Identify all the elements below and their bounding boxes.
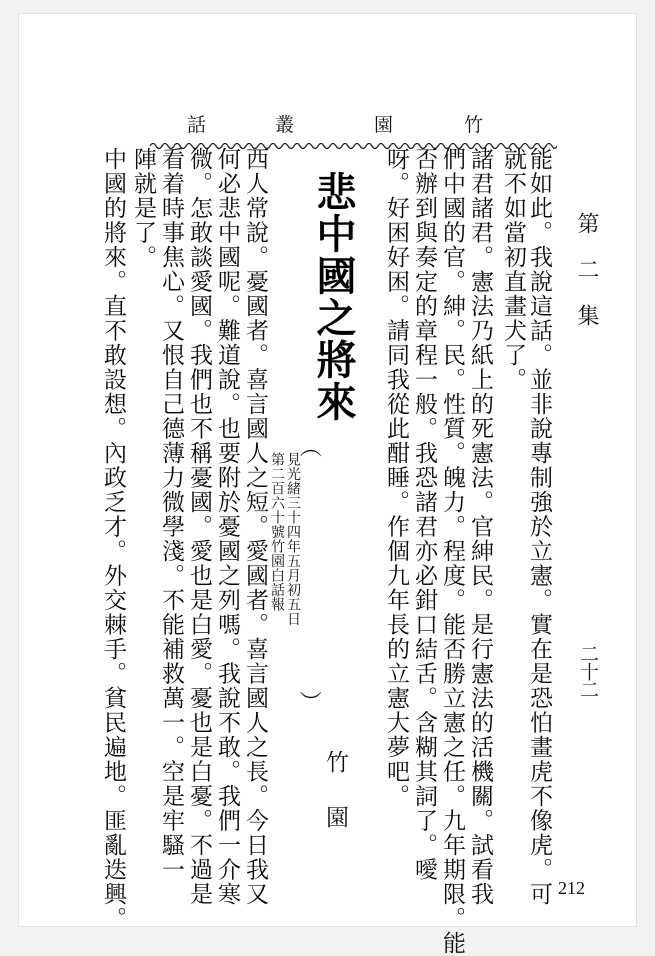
header-char-cong: 叢 <box>275 114 295 136</box>
text-column: 西人常說。憂國者。喜言國人之短。愛國者。喜言國人之長。今日我又 <box>242 147 268 907</box>
note-open-paren: （ <box>296 435 322 458</box>
book-page <box>19 14 636 956</box>
text-column: 陣就是了。 <box>130 147 156 270</box>
header-char-yuan: 園 <box>374 114 394 136</box>
article-source-note: 見光緒三十四年五月初五日 <box>285 452 301 626</box>
text-column: 否辦到與奏定的章程一般。我恐諸君亦必鉗口結舌。含糊其詞了。噯 <box>411 147 437 882</box>
text-column: 諸君諸君。憲法乃紙上的死憲法。官紳民。是行憲法的活機關。試看我 <box>467 147 493 907</box>
chapter-page-label: 二十二 <box>577 644 599 698</box>
running-header <box>19 110 636 138</box>
text-column: 就不如當初直畫犬了。 <box>500 147 526 392</box>
text-column: 能如此。我說這話。並非說專制強於立憲。實在是恐怕畫虎不像虎。可 <box>526 147 552 907</box>
text-column: 微。怎敢談愛國。我們也不稱憂國。愛也是白愛。憂也是白憂。不過是 <box>186 147 212 907</box>
article-title: 悲中國之將來 <box>310 171 357 423</box>
text-column: 呀。好困好困。請同我從此酣睡。作個九年長的立憲大夢吧。 <box>383 147 409 809</box>
article-source-note: 第二百六十號竹園白話報 <box>269 452 285 612</box>
text-column: 何必悲中國呢。難道說。也要附於憂國之列嗎。我說不敢。我們一介寒 <box>214 147 240 907</box>
header-char-hua: 話 <box>187 114 207 136</box>
volume-label: 第二集 <box>574 212 599 350</box>
text-column: 看着時事焦心。又恨自己德薄力微學淺。不能補救萬一。空是牢騷一 <box>158 147 184 882</box>
text-column: 中國的將來。直不敢設想。內政乏才。外交棘手。貧民遍地。匪亂迭興。 <box>100 147 126 931</box>
text-column: 們中國的官。紳。民。性質。魄力。程度。能否勝立憲之任。九年期限。能 <box>439 147 465 956</box>
page-number: 212 <box>558 878 585 898</box>
header-char-zhu: 竹 <box>464 114 484 136</box>
note-close-paren: ） <box>296 690 322 713</box>
article-author: 竹園 <box>322 750 348 860</box>
